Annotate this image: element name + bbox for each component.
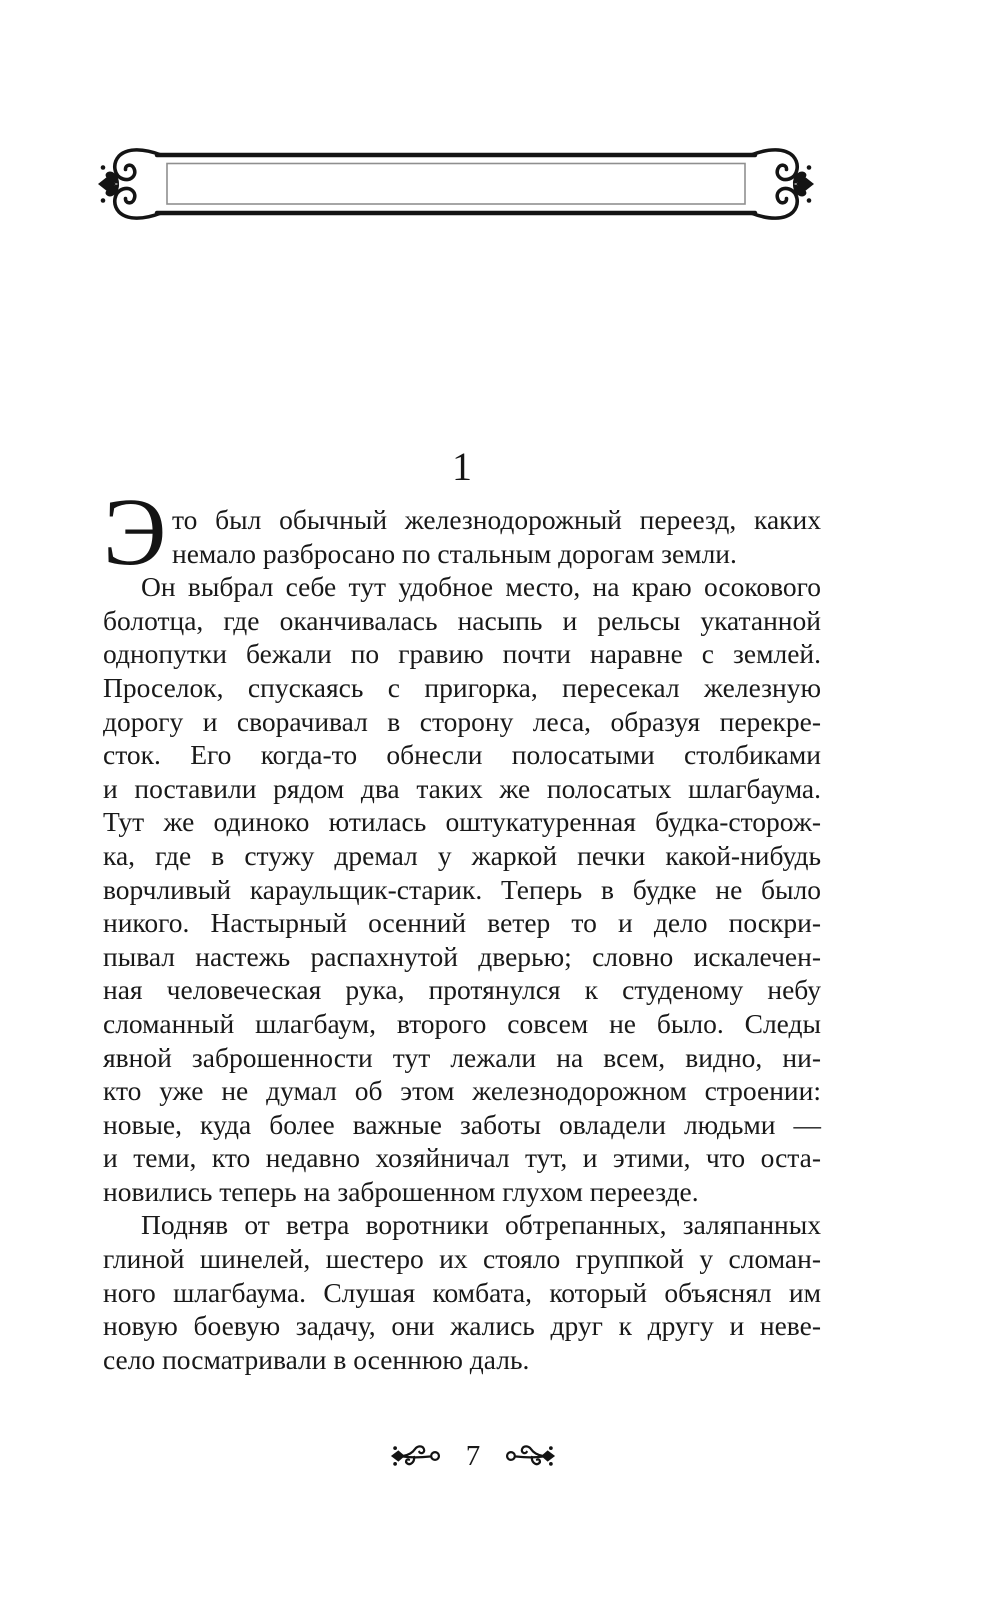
text-line: село посматривали в осеннюю даль. [103, 1343, 530, 1375]
text-line: глиной шинелей, шестеро их стояло группкой у сломан- [103, 1243, 821, 1275]
ornamental-frame-icon [97, 145, 815, 223]
text-line: ная человеческая рука, протянулся к студеному небу [103, 974, 821, 1006]
header-ornament-frame [97, 145, 815, 223]
right-scroll-ornament [751, 150, 814, 218]
text-line: немало разбросано по стальным дорогам земли. [172, 537, 737, 569]
text-line: и теми, кто недавно хозяйничал тут, и этими, что оста- [103, 1142, 821, 1174]
page-footer [114, 1440, 832, 1472]
text-line: Он выбрал себе тут удобное место, на краю осокового [141, 571, 821, 603]
text-line: Тут же одиноко ютилась оштукатуренная будка-сторож- [103, 806, 821, 838]
text-line: болотца, где оканчивалась насыпь и рельсы укатанной [103, 604, 821, 636]
text-line: ворчливый караульщик-старик. Теперь в будке не было [103, 873, 821, 905]
text-line: дорогу и сворачивал в сторону леса, образуя перекре- [103, 705, 821, 737]
footer-flourish-left-icon [390, 1442, 442, 1470]
text-line: ного шлагбаума. Слушая комбата, который объяснял им [103, 1276, 821, 1308]
text-line: Проселок, спускаясь с пригорка, пересекал железную [103, 671, 821, 703]
text-line: новились теперь на заброшенном глухом переезде. [103, 1175, 699, 1207]
text-line: однопутки бежали по гравию почти наравне с землей. [103, 638, 821, 670]
text-line: пывал настежь распахнутой дверью; словно искалечен- [103, 940, 821, 972]
drop-cap: Э [103, 478, 167, 585]
book-page [103, 0, 821, 1616]
paragraph [103, 1208, 821, 1376]
text-line: ка, где в стужу дремал у жаркой печки какой-нибудь [103, 839, 821, 871]
text-line: и поставили рядом два таких же полосатых шлагбаума. [103, 772, 821, 804]
page-number: 7 [465, 1440, 481, 1472]
text-line: Подняв от ветра воротники обтрепанных, заляпанных [141, 1209, 821, 1241]
footer-flourish-right-icon [504, 1442, 556, 1470]
chapter-number: 1 [452, 444, 472, 489]
text-line: явной заброшенности тут лежали на всем, видно, ни- [103, 1041, 821, 1073]
paragraph [103, 478, 821, 585]
left-scroll-ornament [98, 150, 161, 218]
text-line: никого. Настырный осенний ветер то и дело поскри- [103, 907, 821, 939]
body-text [103, 478, 821, 1376]
text-line: сток. Его когда-то обнесли полосатыми столбиками [103, 739, 821, 771]
paragraph [103, 570, 821, 1208]
text-line: новую боевую задачу, они жались друг к другу и неве- [103, 1310, 821, 1342]
text-line: кто уже не думал об этом железнодорожном строении: [103, 1075, 821, 1107]
text-line: то был обычный железнодорожный переезд, каких [172, 504, 821, 535]
text-line: сломанный шлагбаум, второго совсем не было. Следы [103, 1007, 821, 1039]
text-line: новые, куда более важные заботы овладели людьми — [103, 1108, 821, 1140]
